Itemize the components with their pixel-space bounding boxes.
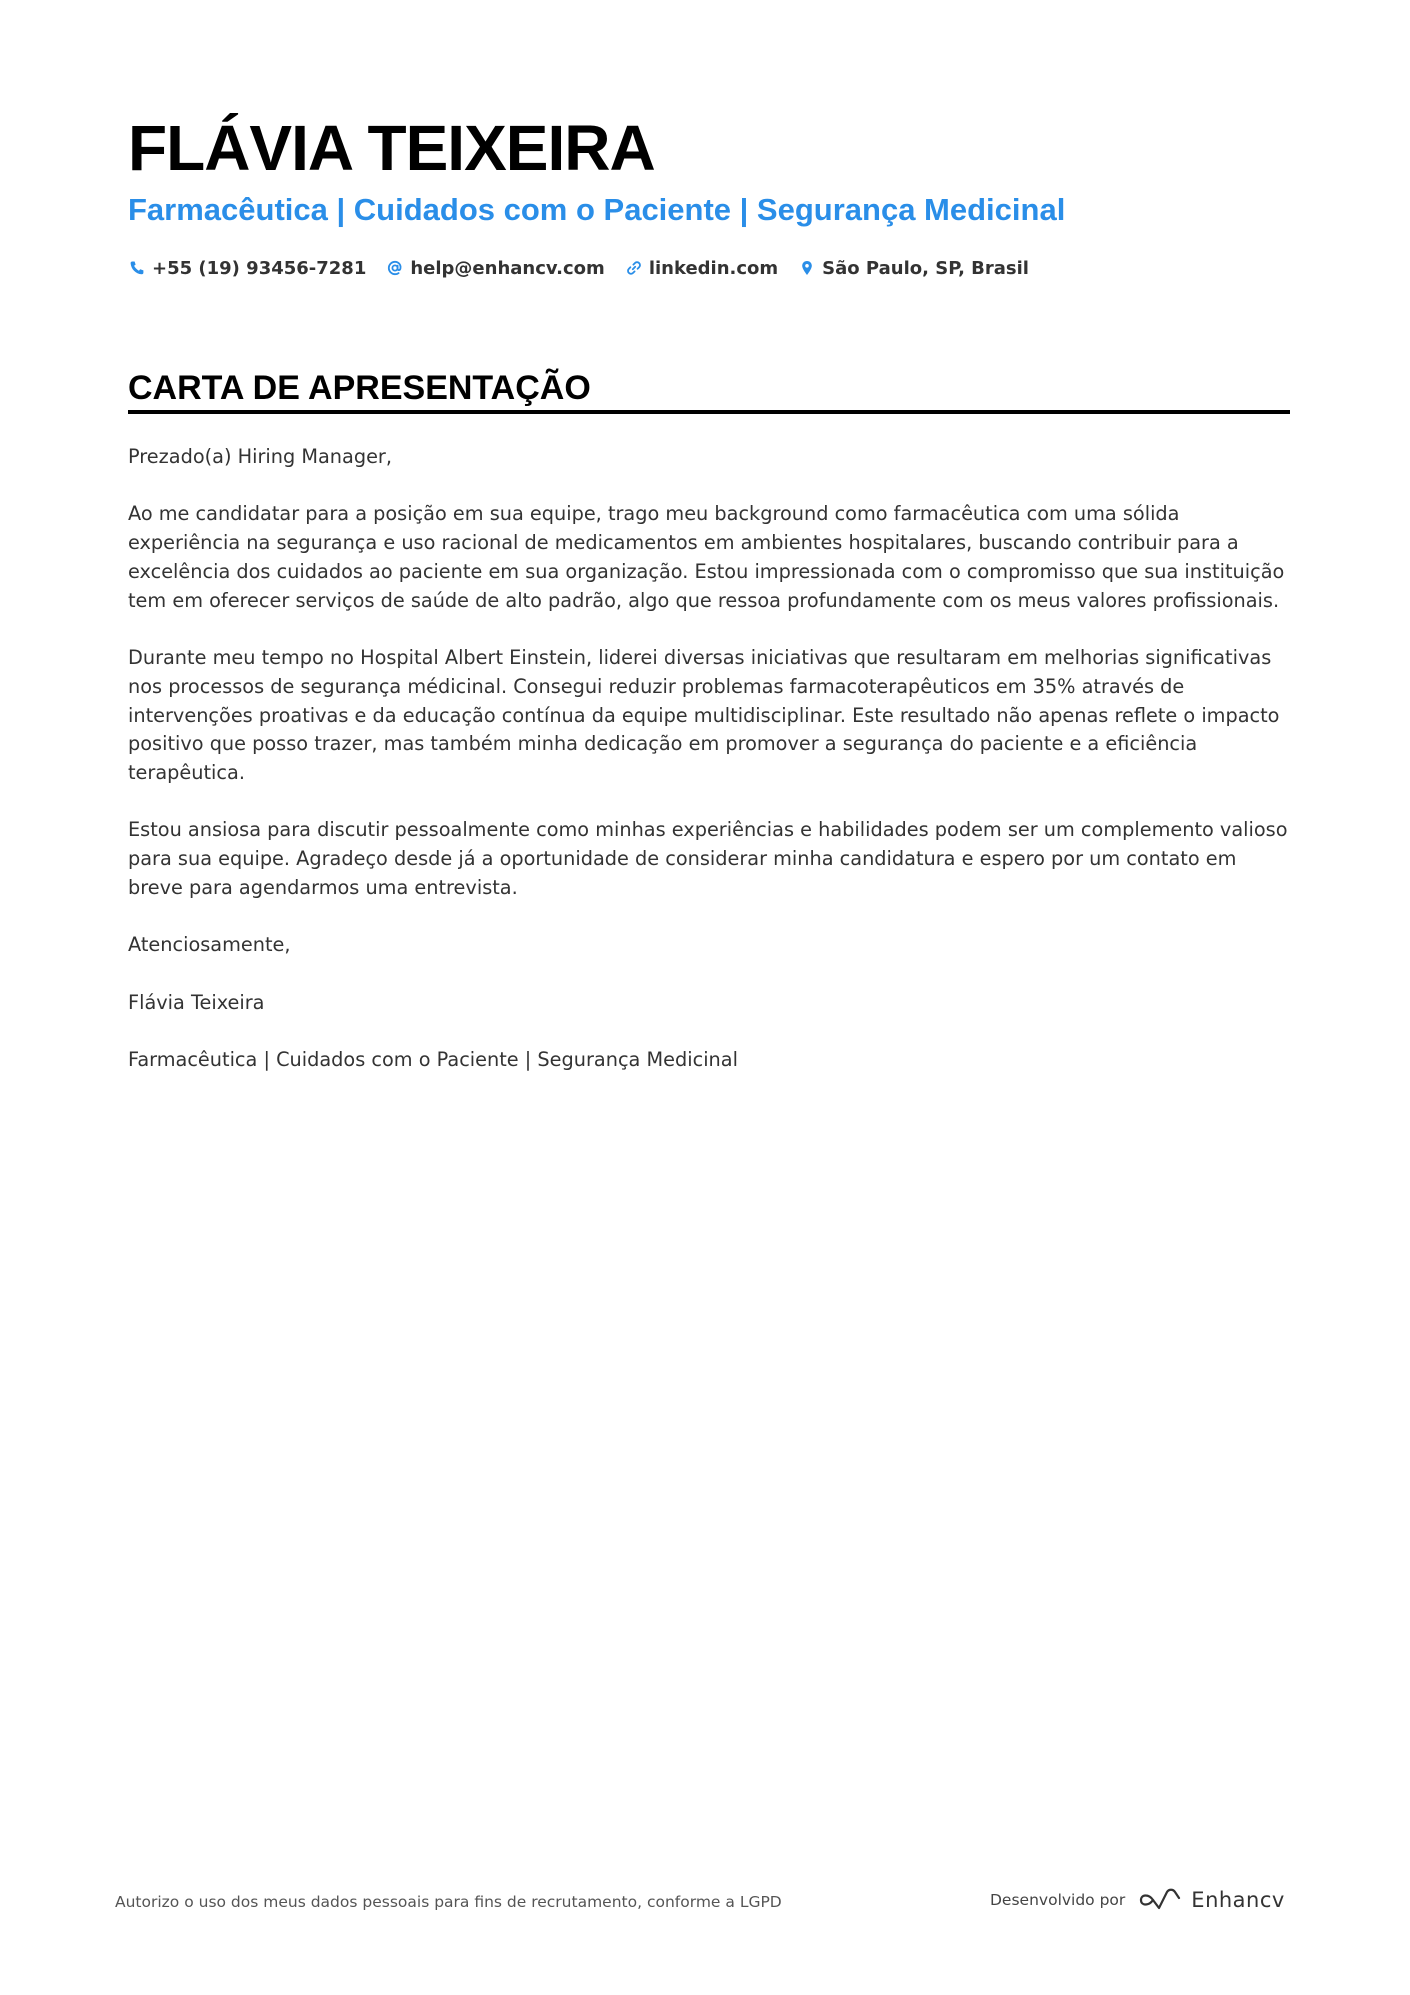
link-icon xyxy=(625,259,643,277)
enhancv-logo[interactable] xyxy=(1137,1888,1285,1912)
letter-paragraph: Ao me candidatar para a posição em sua equipe, trago meu background como farmacêutica com uma sólida experiência na segurança e uso racional de medicamentos em ambientes hospitalares, buscando contribuir para a excelência dos cuidados ao paciente em sua organização. Estou impressionada com o compromisso que sua instituição tem em oferecer serviços de saúde de alto padrão, algo que ressoa profundamente com os meus valores profissionais. xyxy=(128,502,1285,612)
letter-closing: Atenciosamente, xyxy=(128,933,291,957)
contact-phone-text: +55 (19) 93456-7281 xyxy=(152,257,367,279)
letter-paragraph: Estou ansiosa para discutir pessoalmente como minhas experiências e habilidades podem ser um complemento valioso para sua equipe. Agradeço desde já a oportunidade de considerar minha candidatura e espero por um contato em breve para agendarmos uma entrevista. xyxy=(128,818,1288,900)
letter-greeting: Prezado(a) Hiring Manager, xyxy=(128,445,392,468)
enhancv-logo-icon xyxy=(1137,1888,1183,1912)
at-icon xyxy=(386,259,404,277)
contact-email[interactable] xyxy=(386,258,604,279)
powered-by[interactable] xyxy=(990,1880,1285,1920)
signature-name: Flávia Teixeira xyxy=(128,990,265,1014)
contact-linkedin[interactable] xyxy=(625,258,778,279)
contact-location xyxy=(798,258,1029,279)
candidate-headline: Farmacêutica | Cuidados com o Paciente | Segurança Medicinal xyxy=(128,192,1066,227)
enhancv-brand-name: Enhancv xyxy=(1191,1888,1285,1912)
signature-title: Farmacêutica | Cuidados com o Paciente | Segurança Medicinal xyxy=(128,1047,738,1071)
powered-by-label: Desenvolvido por xyxy=(990,1891,1126,1909)
contact-location-text: São Paulo, SP, Brasil xyxy=(822,257,1029,279)
section-divider xyxy=(128,410,1290,414)
contact-bar xyxy=(128,255,1029,281)
location-pin-icon xyxy=(798,259,816,277)
contact-phone[interactable] xyxy=(128,258,366,279)
section-title: CARTA DE APRESENTAÇÃO xyxy=(128,369,591,407)
phone-icon xyxy=(128,259,146,277)
letter-paragraph: Durante meu tempo no Hospital Albert Einstein, liderei diversas iniciativas que resultaram em melhorias significativas nos processos de segurança médicinal. Consegui reduzir problemas farmacoterapêuticos em 35% através de intervenções proativas e da educação contínua da equipe multidisciplinar. Este resultado não apenas reflete o impacto positivo que posso trazer, mas também minha dedicação em promover a segurança do paciente e a eficiência terapêutica. xyxy=(128,645,1280,785)
contact-linkedin-text: linkedin.com xyxy=(648,257,779,279)
contact-email-text: help@enhancv.com xyxy=(410,257,605,279)
candidate-name: FLÁVIA TEIXEIRA xyxy=(128,112,655,184)
consent-note: Autorizo o uso dos meus dados pessoais para fins de recrutamento, conforme a LGPD xyxy=(115,1893,782,1911)
letter-body xyxy=(128,443,1290,1103)
